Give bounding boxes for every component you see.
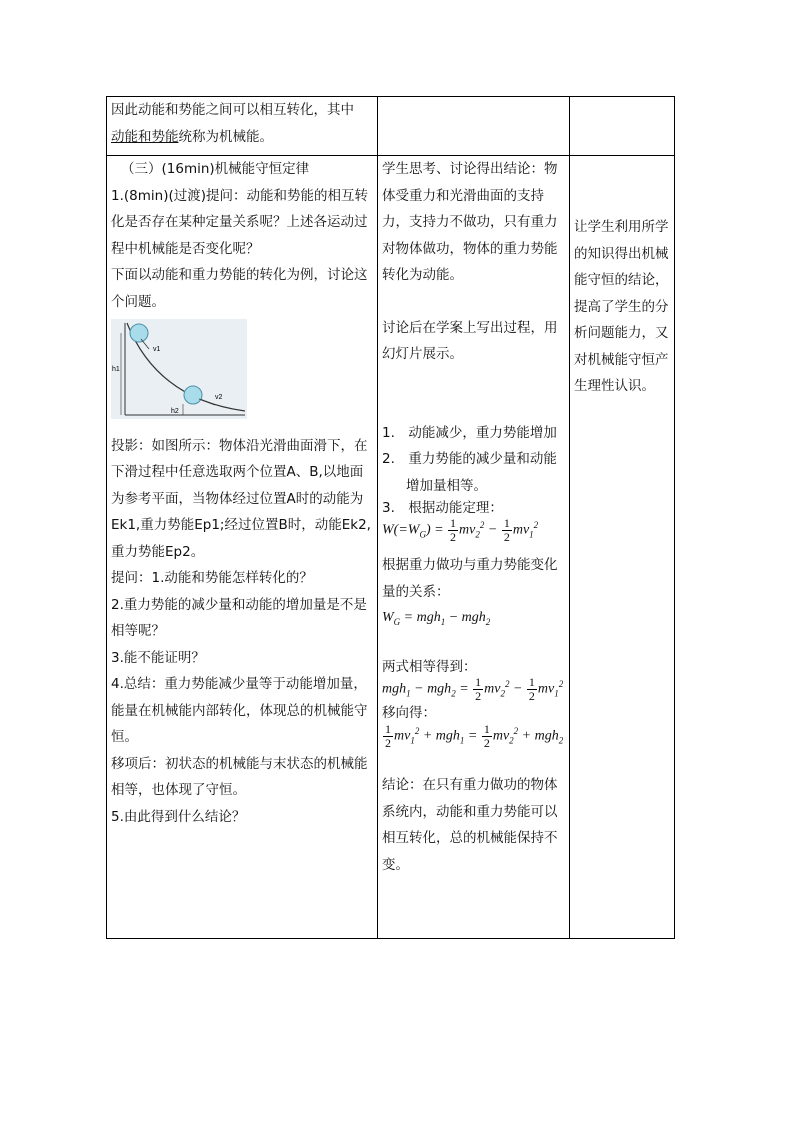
paragraph: 两式相等得到： bbox=[382, 658, 477, 675]
gravity-work-equation: $W_G = mgh_1 - mgh_2$ bbox=[382, 610, 491, 628]
table-row bbox=[107, 156, 675, 939]
lesson-plan-table bbox=[106, 96, 675, 939]
kinetic-energy-theorem-equation: $W(=W_G)$ = $\frac{1}{2}$ $mv_2^2$ − $\frac{1}{2}$ $mv_1^2$ bbox=[382, 516, 539, 544]
list-item: 1. 动能减少，重力势能增加 bbox=[382, 424, 557, 441]
teacher-activity-cell bbox=[107, 97, 378, 156]
v2-label: v2 bbox=[215, 394, 223, 401]
student-activity-cell bbox=[378, 97, 570, 156]
paragraph: 2.重力势能的减少量和动能的增加量是不是相等呢？ bbox=[111, 596, 367, 639]
conservation-equation: $\frac{1}{2}$ $mv_1^2 + mgh_1$ = $\frac{1}{2}$ $mv_2^2 + mgh_2$ bbox=[385, 721, 564, 750]
curved-slope-figure bbox=[111, 319, 247, 419]
equated-equation: mgh$_1$ − mgh$_2$ = $\frac{1}{2}$ $mv_2^2$ − $\frac{1}{2}$ $mv_1^2$ bbox=[382, 674, 564, 703]
teacher-activity-cell bbox=[107, 156, 378, 939]
paragraph: 移项后：初状态的机械能与末状态的机械能相等，也体现了守恒。 bbox=[111, 755, 368, 798]
paragraph: 让学生利用所学的知识得出机械能守恒的结论，提高了学生的分析问题能力，又对机械能守恒产生理性认识。 bbox=[574, 219, 669, 394]
paragraph: 4.总结：重力势能减少量等于动能增加量，能量在机械能内部转化，体现总的机械能守恒。 bbox=[111, 676, 368, 745]
h2-label: h2 bbox=[171, 408, 179, 415]
paragraph: 投影：如图所示：物体沿光滑曲面滑下，在下滑过程中任意选取两个位置A、B,以地面为参考平面，当物体经过位置A时的动能为Ek1,重力势能Ep1;经过位置B时，动能Ek2,重力势能Ep2。 bbox=[111, 437, 371, 560]
v1-label: v1 bbox=[153, 346, 161, 353]
section-heading: （三）(16min)机械能守恒定律 bbox=[121, 161, 310, 177]
paragraph: 学生思考、讨论得出结论：物体受重力和光滑曲面的支持力，支持力不做功，只有重力对物体做功，物体的重力势能转化为动能。 bbox=[382, 161, 558, 283]
design-intent-cell bbox=[570, 156, 675, 939]
paragraph: 移向得： bbox=[382, 704, 436, 721]
paragraph: 动能和势能统称为机械能。 bbox=[111, 128, 273, 145]
paragraph: 下面以动能和重力势能的转化为例，讨论这个问题。 bbox=[111, 267, 368, 310]
paragraph: 讨论后在学案上写出过程，用幻灯片展示。 bbox=[382, 319, 558, 362]
underlined-term: 动能和势能 bbox=[111, 128, 179, 145]
paragraph: 提问：1.动能和势能怎样转化的？ bbox=[111, 570, 313, 586]
paragraph: 结论：在只有重力做功的物体系统内，动能和重力势能可以相互转化，总的机械能保持不变。 bbox=[382, 777, 558, 873]
h1-label: h1 bbox=[112, 366, 120, 373]
list-item: 3. 根据动能定理： bbox=[382, 500, 503, 516]
paragraph: 5.由此得到什么结论？ bbox=[111, 808, 246, 825]
list-item: 2. 重力势能的减少量和动能增加量相等。 bbox=[382, 451, 557, 494]
design-intent-cell bbox=[570, 97, 675, 156]
paragraph: 根据重力做功与重力势能变化量的关系： bbox=[382, 557, 558, 600]
paragraph: 3.能不能证明？ bbox=[111, 649, 205, 666]
table-row bbox=[107, 97, 675, 156]
paragraph: 1.(8min)(过渡)提问：动能和势能的相互转化是否存在某种定量关系呢？上述各运动过程中机械能是否变化呢？ bbox=[111, 187, 368, 257]
student-activity-cell bbox=[378, 156, 570, 939]
paragraph: 因此动能和势能之间可以相互转化，其中 bbox=[111, 102, 354, 118]
